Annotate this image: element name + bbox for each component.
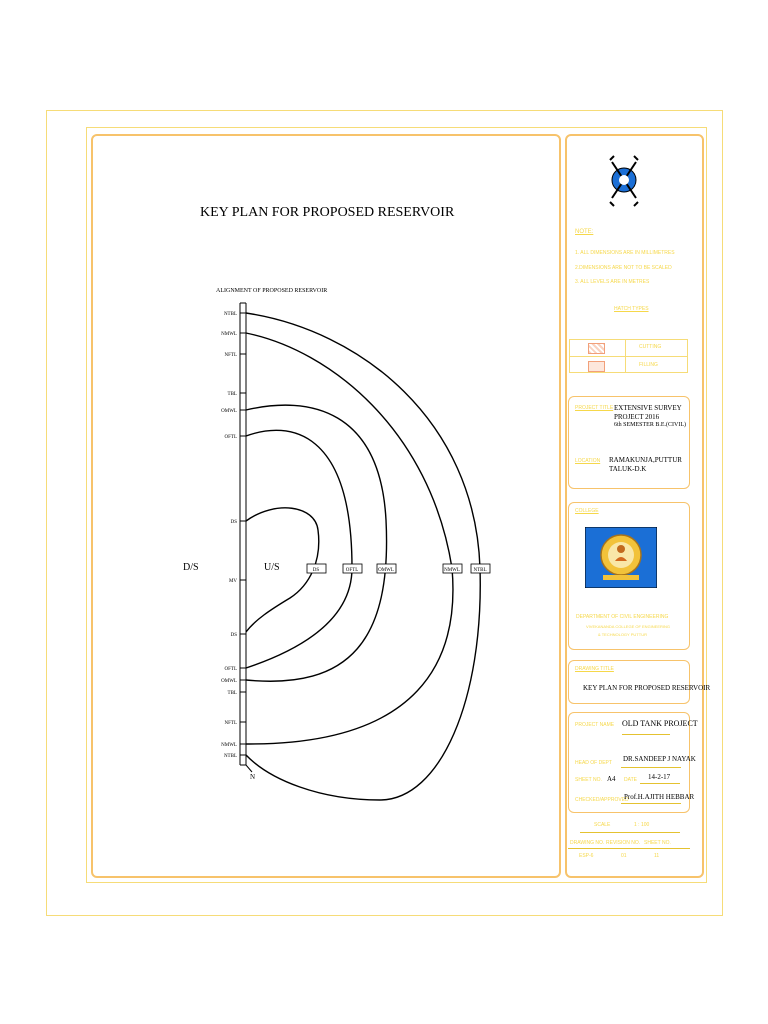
scale-value: 1 : 100 [634,822,650,828]
cutting-swatch [588,343,605,354]
footer-value-sheet-no: 11 [654,853,660,859]
footer-value-drawing-no: ESP-6 [579,853,594,859]
curve-label: OFTL [345,568,359,573]
logo-emblem-icon [604,152,644,212]
project-title-line-1: EXTENSIVE SURVEY [614,404,682,412]
checked-underline [621,803,681,804]
curve-label: DS [312,568,320,573]
checked-value: Prof.H.AJITH HEBBAR [624,793,695,801]
axis-label: OMWL [221,409,237,414]
axis-label: OFTL [224,667,237,672]
hod-label: HEAD OF DEPT [575,760,612,766]
location-label: LOCATION [575,458,601,464]
footer-header-revision-no: REVISION NO. [606,840,641,846]
date-value: 14-2-17 [648,773,671,781]
location-line-1: RAMAKUNJA,PUTTUR [609,456,682,464]
axis-label: NMWL [221,743,237,748]
curve-oftl [246,430,352,668]
filling-swatch [588,361,605,372]
project-name-underline [622,734,670,735]
note-line-2: 2.DIMENSIONS ARE NOT TO BE SCALED [575,265,672,271]
drawing-title: KEY PLAN FOR PROPOSED RESERVOIR [583,684,711,692]
axis-label: TBL [227,392,237,397]
location-line-2: TALUK-D.K [609,465,647,473]
axis-label: OFTL [224,435,237,440]
scale-label: SCALE [594,822,611,828]
note-line-3: 3. ALL LEVELS ARE IN METRES [575,279,650,285]
hatch-divider-h [569,356,688,357]
college-line-2: & TECHNOLOGY PUTTUR [598,632,647,637]
project-title-line-3: 6th SEMESTER B.E.(CIVIL) [614,422,686,428]
date-label: DATE [624,777,637,783]
alignment-axis [240,303,246,765]
axis-label: NFTL [224,353,237,358]
date-underline [640,783,680,784]
axis-label: NTBL [223,312,237,317]
hatch-filling-label: FILLING [639,362,658,368]
axis-label: NMWL [221,332,237,337]
note-line-1: 1. ALL DIMENSIONS ARE IN MILLIMETRES [575,250,675,256]
axis-label: NTBL [223,754,237,759]
checked-label: CHECKED/APPROVED [575,797,629,803]
hod-underline [621,767,681,768]
diagram-title: KEY PLAN FOR PROPOSED RESERVOIR [200,205,455,220]
us-label: U/S [264,562,280,573]
alignment-label: ALIGNMENT OF PROPOSED RESERVOIR [216,288,328,294]
project-title-line-2: PROJECT 2016 [614,413,660,421]
college-label: COLLEGE [575,508,599,514]
axis-label: DS [230,520,237,525]
hatch-divider-v [625,339,626,373]
hod-name: DR.SANDEEP J NAYAK [623,755,696,763]
curve-label: NTBL [473,568,487,573]
sheet-label: SHEET NO. [575,777,602,783]
north-arrow-icon [246,765,252,772]
north-label: N [250,773,256,781]
drawing-title-label: DRAWING TITLE [575,666,614,672]
footer-value-revision-no: 01 [621,853,627,859]
curve-ntbl [246,313,480,800]
college-flag-icon [585,527,657,588]
axis-label: TBL [227,691,237,696]
hatch-heading: HATCH TYPES [614,306,649,312]
note-heading: NOTE: [575,229,594,235]
project-name-label: PROJECT NAME [575,722,615,728]
department-name: DEPARTMENT OF CIVIL ENGINEERING [576,614,669,620]
project-name: OLD TANK PROJECT [622,719,698,728]
axis-label: NFTL [224,721,237,726]
contour-curves [246,313,480,800]
axis-label: DS [230,633,237,638]
curve-omwl [246,405,387,681]
project-title-label: PROJECT TITLE [575,405,614,411]
college-line-1: VIVEKANANDA COLLEGE OF ENGINEERING [586,624,671,629]
footer-underline [568,848,690,849]
axis-label: MV [228,579,237,584]
scale-underline [580,832,680,833]
curve-label: OMWL [378,568,394,573]
hatch-cutting-label: CUTTING [639,344,662,350]
sheet-value: A4 [607,775,616,783]
axis-label: OMWL [221,679,237,684]
curve-nmwl [246,333,453,744]
curve-label: NMWL [444,568,460,573]
ds-label: D/S [183,562,199,573]
footer-header-drawing-no: DRAWING NO. [570,840,605,846]
footer-header-sheet-no: SHEET NO. [644,840,671,846]
